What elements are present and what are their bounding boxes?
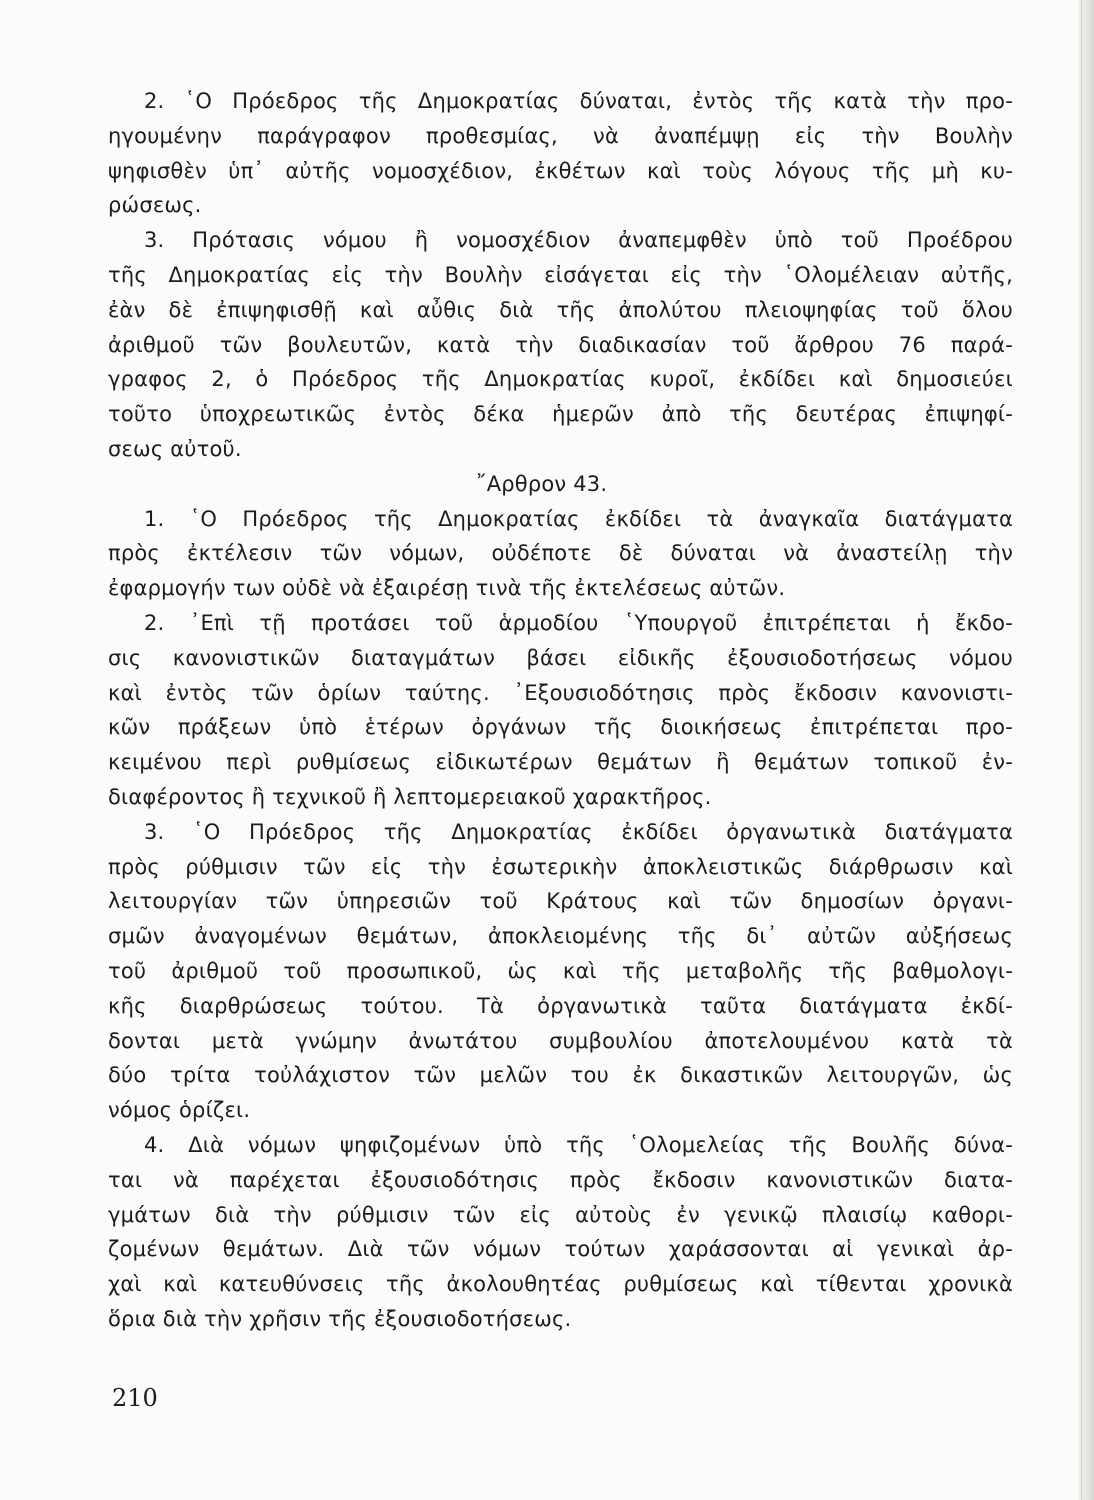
text-line: ὅρια διὰ τὴν χρῆσιν τῆς ἐξουσιοδοτήσεως.	[108, 1306, 572, 1331]
text-line: ζομένων θεμάτων. Διὰ τῶν νόμων τούτων χαράσσονται αἱ γενικαὶ ἀρ-	[108, 1237, 1013, 1262]
paragraph-first-line: 3. Πρότασις νόμου ἢ νομοσχέδιον ἀναπεμφθὲν ὑπὸ τοῦ Προέδρου	[144, 228, 1013, 253]
text-line: τῆς Δημοκρατίας εἰς τὴν Βουλὴν εἰσάγεται εἰς τὴν ῾Ολομέλειαν αὐτῆς,	[108, 262, 1013, 287]
text-line: σις κανονιστικῶν διαταγμάτων βάσει εἰδικῆς ἐξουσιοδοτήσεως νόμου	[108, 645, 1013, 670]
text-line: κῆς διαρθρώσεως τούτου. Τὰ ὀργανωτικὰ ταῦτα διατάγματα ἐκδί-	[108, 993, 1013, 1018]
paragraph-first-line: 2. ῾Ο Πρόεδρος τῆς Δημοκρατίας δύναται, ἐντὸς τῆς κατὰ τὴν προ-	[144, 89, 1013, 113]
page-number: 210	[112, 1384, 158, 1412]
text-line: καὶ ἐντὸς τῶν ὁρίων ταύτης. ᾿Εξουσιοδότησις πρὸς ἔκδοσιν κανονιστι-	[108, 680, 1013, 705]
text-line: γμάτων διὰ τὴν ρύθμισιν τῶν εἰς αὐτοὺς ἐν γενικῷ πλαισίῳ καθορι-	[108, 1202, 1013, 1227]
text-line: κῶν πράξεων ὑπὸ ἑτέρων ὀργάνων τῆς διοικήσεως ἐπιτρέπεται προ-	[108, 715, 1013, 740]
text-line: ἐὰν δὲ ἐπιψηφισθῇ καὶ αὖθις διὰ τῆς ἀπολύτου πλειοψηφίας τοῦ ὅλου	[108, 297, 1013, 322]
text-line: ἐφαρμογήν των οὐδὲ νὰ ἐξαιρέσῃ τινὰ τῆς ἐκτελέσεως αὐτῶν.	[108, 576, 786, 601]
text-line: γραφος 2, ὁ Πρόεδρος τῆς Δημοκρατίας κυροῖ, ἐκδίδει καὶ δημοσιεύει	[108, 367, 1013, 392]
body-text	[108, 84, 1013, 1337]
text-line: ηγουμένην παράγραφον προθεσμίας, νὰ ἀναπέμψῃ εἰς τὴν Βουλὴν	[108, 123, 1013, 148]
text-line: σεως αὐτοῦ.	[108, 436, 242, 461]
text-line: ἀριθμοῦ τῶν βουλευτῶν, κατὰ τὴν διαδικασίαν τοῦ ἄρθρου 76 παρά-	[108, 332, 1013, 357]
text-line: διαφέροντος ἢ τεχνικοῦ ἢ λεπτομερειακοῦ χαρακτῆρος.	[108, 784, 712, 809]
text-line: ρώσεως.	[108, 193, 202, 218]
text-line: τοῦ ἀριθμοῦ τοῦ προσωπικοῦ, ὡς καὶ τῆς μεταβολῆς τῆς βαθμολογι-	[108, 958, 1013, 983]
text-line: νόμος ὁρίζει.	[108, 1098, 251, 1123]
text-line: πρὸς ρύθμισιν τῶν εἰς τὴν ἐσωτερικὴν ἀποκλειστικῶς διάρθρωσιν καὶ	[108, 854, 1013, 879]
text-line: σμῶν ἀναγομένων θεμάτων, ἀποκλειομένης τῆς δι᾽ αὐτῶν αὐξήσεως	[108, 924, 1013, 949]
text-line: πρὸς ἐκτέλεσιν τῶν νόμων, οὐδέποτε δὲ δύναται νὰ ἀναστείλῃ τὴν	[108, 541, 1013, 566]
paragraph-first-line: 3. ῾Ο Πρόεδρος τῆς Δημοκρατίας ἐκδίδει ὀργανωτικὰ διατάγματα	[144, 819, 1013, 844]
text-line: ται νὰ παρέχεται ἐξουσιοδότησις πρὸς ἔκδοσιν κανονιστικῶν διατα-	[108, 1167, 1013, 1192]
article-heading: ῎Αρθρον 43.	[476, 471, 608, 496]
paragraph-first-line: 1. ῾Ο Πρόεδρος τῆς Δημοκρατίας ἐκδίδει τὰ ἀναγκαῖα διατάγματα	[144, 506, 1013, 531]
text-line: χαὶ καὶ κατευθύνσεις τῆς ἀκολουθητέας ρυθμίσεως καὶ τίθενται χρονικὰ	[108, 1272, 1013, 1297]
text-line: δονται μετὰ γνώμην ἀνωτάτου συμβουλίου ἀποτελουμένου κατὰ τὰ	[108, 1028, 1013, 1053]
paragraph-first-line: 4. Διὰ νόμων ψηφιζομένων ὑπὸ τῆς ῾Ολομελείας τῆς Βουλῆς δύνα-	[144, 1132, 1013, 1157]
text-line: ψηφισθὲν ὑπ᾽ αὐτῆς νομοσχέδιον, ἐκθέτων καὶ τοὺς λόγους τῆς μὴ κυ-	[108, 158, 1013, 183]
text-line: λειτουργίαν τῶν ὑπηρεσιῶν τοῦ Κράτους καὶ τῶν δημοσίων ὀργανι-	[108, 889, 1013, 914]
paragraph-first-line: 2. ᾿Επὶ τῇ προτάσει τοῦ ἁρμοδίου ῾Υπουργοῦ ἐπιτρέπεται ἡ ἔκδο-	[144, 610, 1013, 635]
text-line: δύο τρίτα τοὐλάχιστον τῶν μελῶν του ἐκ δικαστικῶν λειτουργῶν, ὡς	[108, 1063, 1013, 1088]
page-edge	[1078, 0, 1094, 1500]
text-line: κειμένου περὶ ρυθμίσεως εἰδικωτέρων θεμάτων ἢ θεμάτων τοπικοῦ ἐν-	[108, 750, 1013, 775]
text-line: τοῦτο ὑποχρεωτικῶς ἐντὸς δέκα ἡμερῶν ἀπὸ τῆς δευτέρας ἐπιψηφί-	[108, 402, 1013, 427]
